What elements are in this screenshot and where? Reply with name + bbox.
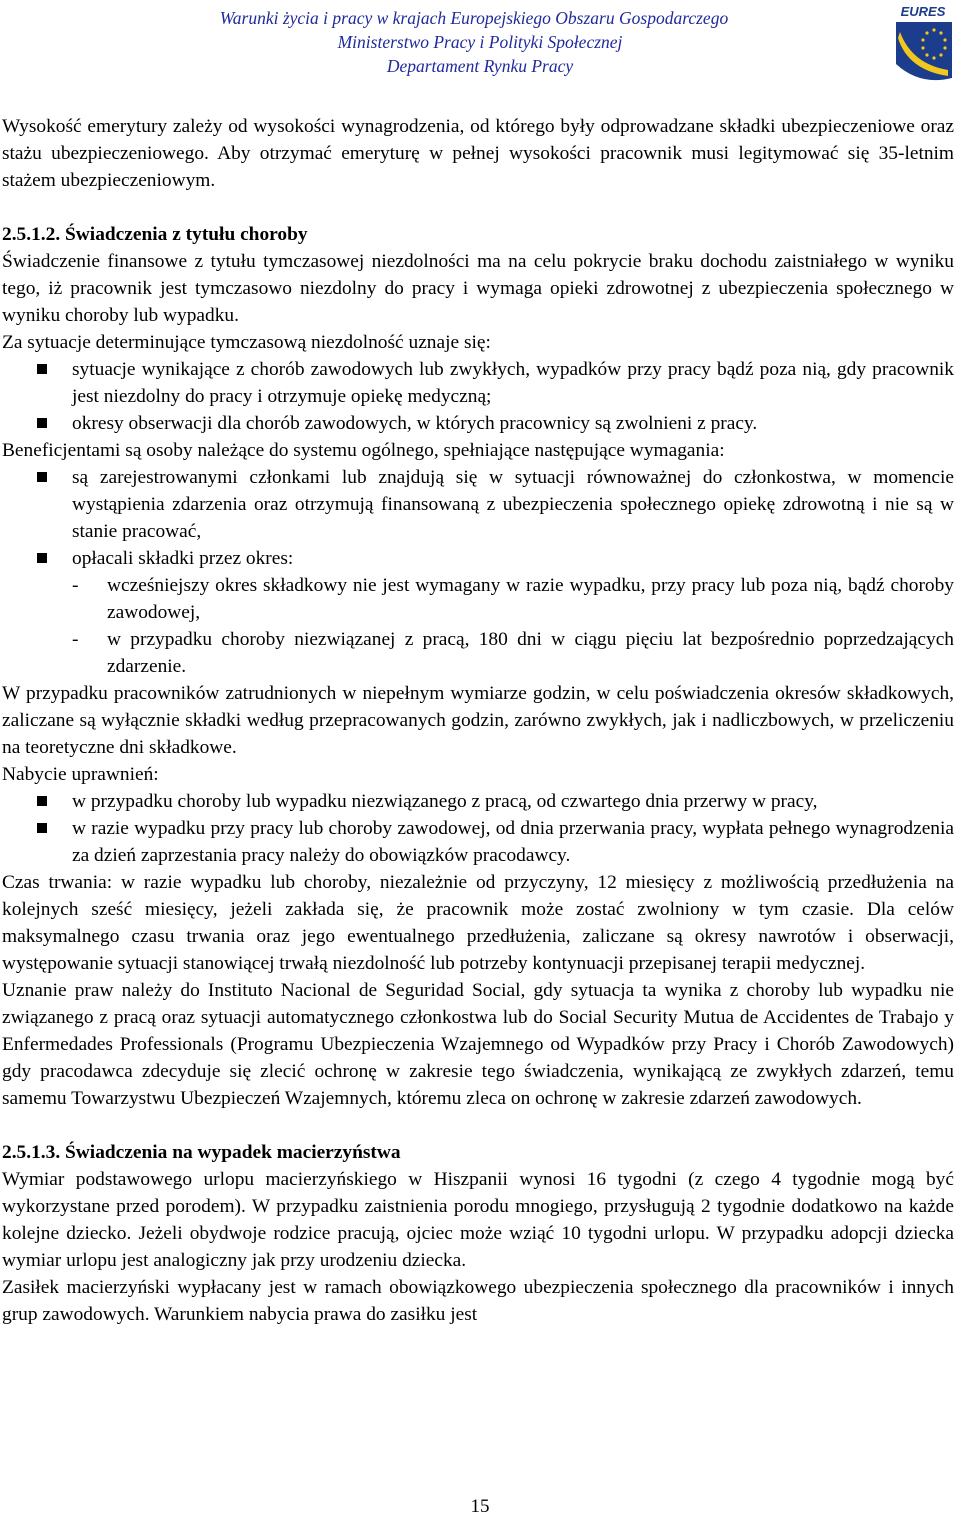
square-bullet-icon bbox=[37, 796, 47, 806]
bullet-item: są zarejestrowanymi członkami lub znajdują się w sytuacji równoważnej do członkostwa, w momencie wystąpienia zdarzenia oraz otrzymują finansowaną z ubezpieczenia społecznego opiekę zdrowotną i nie są w stanie pracować, bbox=[2, 464, 954, 545]
bullet-item: w razie wypadku przy pracy lub choroby zawodowej, od dnia przerwania pracy, wypłata pełnego wynagrodzenia za dzień zaprzestania pracy należy do obowiązków pracodawcy. bbox=[2, 815, 954, 869]
eures-logo bbox=[890, 4, 956, 84]
main-content bbox=[2, 113, 954, 1328]
header-line-3: Departament Rynku Pracy bbox=[386, 56, 574, 76]
dash-marker: - bbox=[72, 575, 79, 596]
page-header bbox=[0, 4, 960, 74]
header-line-2: Ministerstwo Pracy i Polityki Społecznej bbox=[337, 32, 623, 52]
paragraph: Nabycie uprawnień: bbox=[2, 764, 159, 785]
dash-item: - wcześniejszy okres składkowy nie jest wymagany w razie wypadku, przy pracy lub poza nią, bądź choroby zawodowej, bbox=[2, 572, 954, 626]
paragraph: Zasiłek macierzyński wypłacany jest w ramach obowiązkowego ubezpieczenia społecznego dla pracowników i innych grup zawodowych. Warunkiem nabycia prawa do zasiłku jest bbox=[2, 1277, 954, 1325]
paragraph: Za sytuacje determinujące tymczasową niezdolność uznaje się: bbox=[2, 332, 491, 353]
paragraph: Beneficjentami są osoby należące do systemu ogólnego, spełniające następujące wymagania: bbox=[2, 440, 725, 461]
section-heading-maternity: 2.5.1.3. Świadczenia na wypadek macierzyństwa bbox=[2, 1142, 401, 1163]
bullet-item: sytuacje wynikające z chorób zawodowych lub zwykłych, wypadków przy pracy bądź poza nią, gdy pracownik jest niezdolny do pracy i otrzymuje opiekę medyczną; bbox=[2, 356, 954, 410]
bullet-item: okresy obserwacji dla chorób zawodowych, w których pracownicy są zwolnieni z pracy. bbox=[2, 410, 954, 437]
square-bullet-icon bbox=[37, 418, 47, 428]
section-heading-sickness: 2.5.1.2. Świadczenia z tytułu choroby bbox=[2, 224, 308, 245]
bullet-item: opłacali składki przez okres: bbox=[2, 545, 954, 572]
square-bullet-icon bbox=[37, 553, 47, 563]
square-bullet-icon bbox=[37, 472, 47, 482]
bullet-item: w przypadku choroby lub wypadku niezwiązanego z pracą, od czwartego dnia przerwy w pracy, bbox=[2, 788, 954, 815]
page-number: 15 bbox=[470, 1496, 490, 1517]
paragraph-intro: Wysokość emerytury zależy od wysokości wynagrodzenia, od którego były odprowadzane składki ubezpieczeniowe oraz stażu ubezpieczeniowego. Aby otrzymać emeryturę w pełnej wysokości pracownik musi legitymować się 35-letnim stażem ubezpieczeniowym. bbox=[2, 116, 954, 191]
paragraph: Czas trwania: w razie wypadku lub choroby, niezależnie od przyczyny, 12 miesięcy z możliwością przedłużenia na kolejnych sześć miesięcy, jeżeli zakłada się, że pracownik może zostać zwolniony w tym czasie. Dla celów maksymalnego czasu trwania oraz jego ewentualnego przedłużenia, zaliczane są okresy nawrotów i obserwacji, występowanie sytuacji stanowiącej trwałą niezdolność lub potrzeby kontynuacji przepisanej terapii medycznej. bbox=[2, 872, 954, 974]
paragraph: Uznanie praw należy do Instituto Nacional de Seguridad Social, gdy sytuacja ta wynika z choroby lub wypadku nie związanego z pracą oraz sytuacji automatycznego członkostwa lub do Social Security Mutua de Accidentes de Trabajo y Enfermedades Professionals (Programu Ubezpieczenia Wzajemnego od Wypadków przy Pracy i Chorób Zawodowych) gdy pracodawca zdecyduje się zlecić ochronę w zakresie tego świadczenia, wynikającą ze zwykłych zdarzeń, temu samemu Towarzystwu Ubezpieczeń Wzajemnych, któremu zleca on ochronę w zakresie zdarzeń zawodowych. bbox=[2, 980, 954, 1109]
header-text bbox=[0, 6, 960, 78]
square-bullet-icon bbox=[37, 364, 47, 374]
paragraph: W przypadku pracowników zatrudnionych w niepełnym wymiarze godzin, w celu poświadczenia okresów składkowych, zaliczane są wyłącznie składki według przepracowanych godzin, zarówno zwykłych, jak i nadliczbowych, w przeliczeniu na teoretyczne dni składkowe. bbox=[2, 683, 954, 758]
dash-marker: - bbox=[72, 629, 79, 650]
eures-logo-text: EURES bbox=[900, 4, 946, 19]
square-bullet-icon bbox=[37, 823, 47, 833]
paragraph: Wymiar podstawowego urlopu macierzyńskiego w Hiszpanii wynosi 16 tygodni (z czego 4 tygodnie mogą być wykorzystane przed porodem). W przypadku zaistnienia porodu mnogiego, przysługują 2 tygodnie dodatkowo na każde kolejne dziecko. Jeżeli obydwoje rodzice pracują, ojciec może wziąć 10 tygodni urlopu. W przypadku adopcji dziecka wymiar urlopu jest analogiczny jak przy urodzeniu dziecka. bbox=[2, 1169, 954, 1271]
paragraph: Świadczenie finansowe z tytułu tymczasowej niezdolności ma na celu pokrycie braku dochodu zaistniałego w wyniku tego, iż pracownik jest tymczasowo niezdolny do pracy i wymaga opieki zdrowotnej z ubezpieczenia społecznego w wyniku choroby lub wypadku. bbox=[2, 251, 954, 326]
header-line-1: Warunki życia i pracy w krajach Europejskiego Obszaru Gospodarczego bbox=[219, 8, 729, 28]
dash-item: - w przypadku choroby niezwiązanej z pracą, 180 dni w ciągu pięciu lat bezpośrednio poprzedzających zdarzenie. bbox=[2, 626, 954, 680]
